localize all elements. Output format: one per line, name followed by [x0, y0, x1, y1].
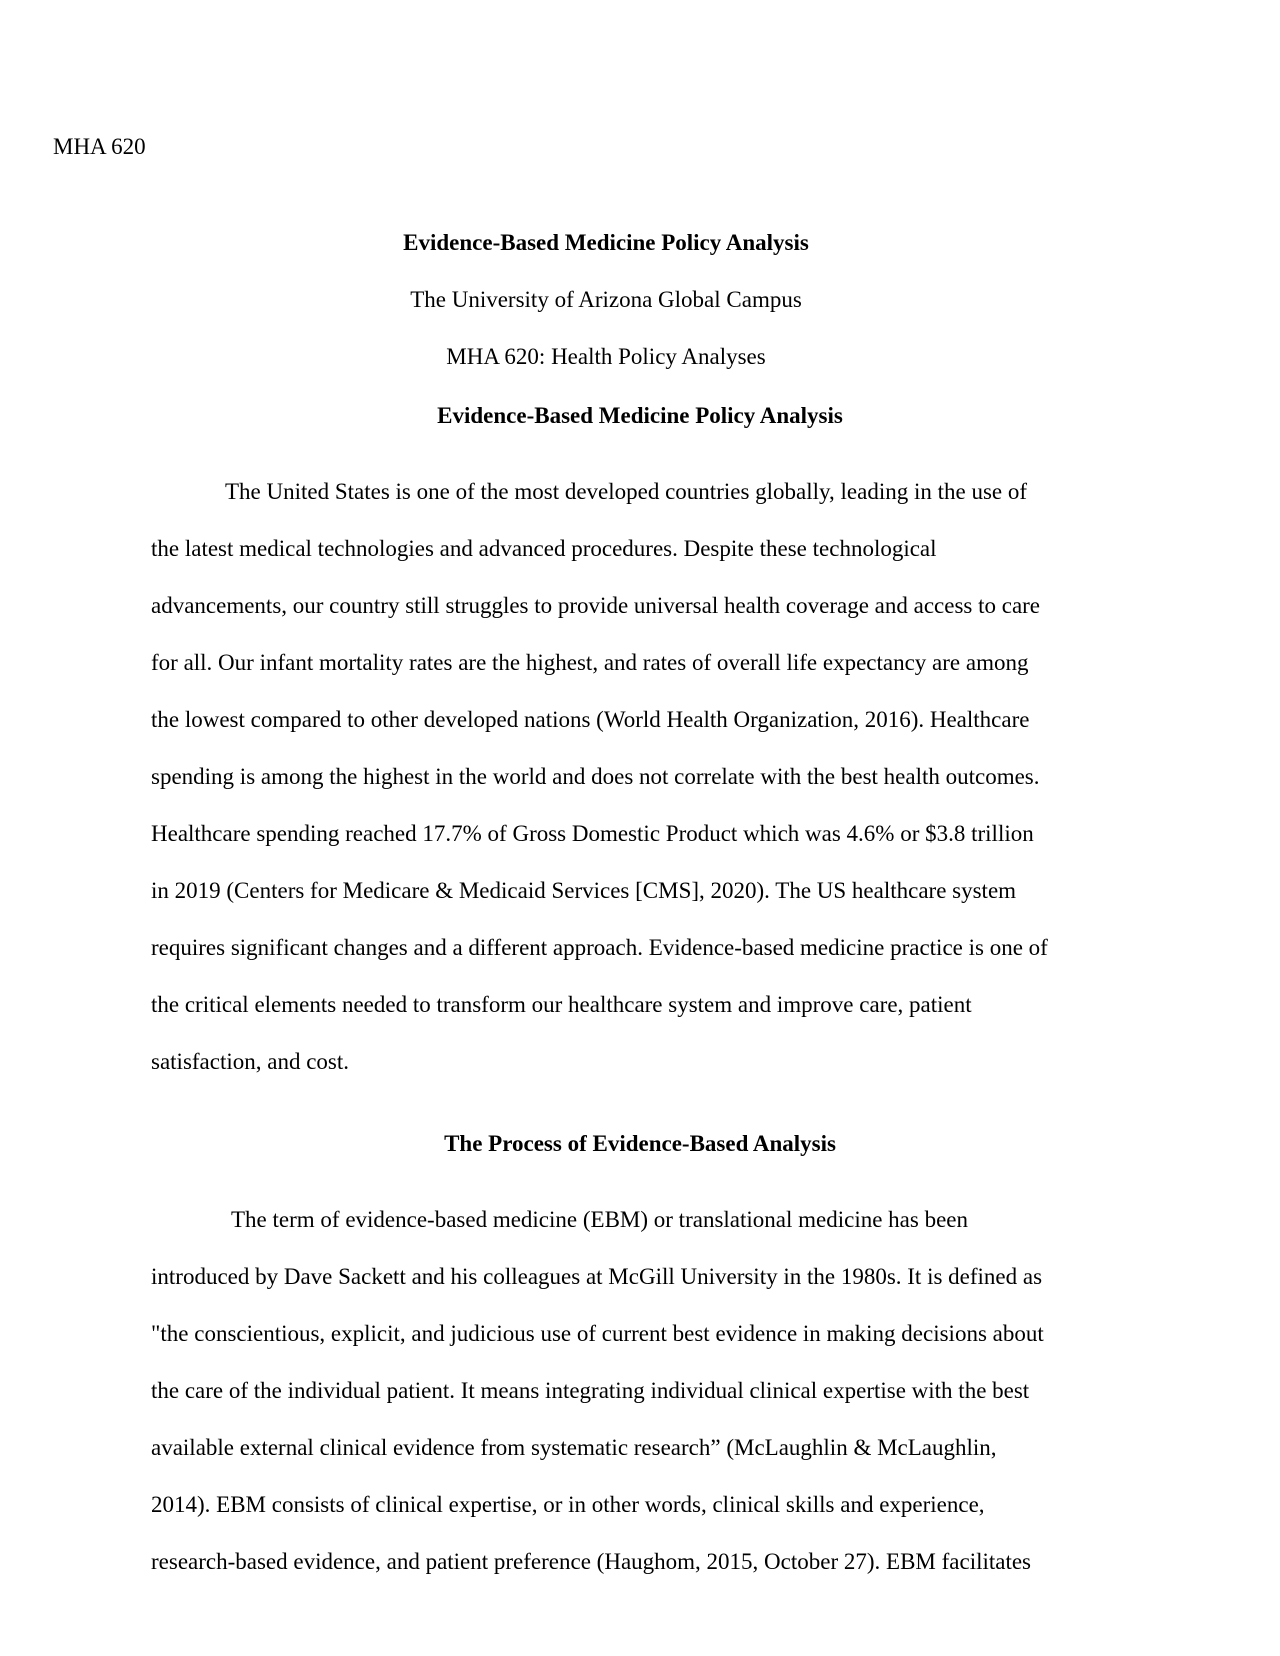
intro-line: The United States is one of the most developed countries globally, leading in the use of: [225, 479, 1028, 504]
intro-line: the critical elements needed to transform our healthcare system and improve care, patient: [151, 992, 972, 1017]
intro-line: in 2019 (Centers for Medicare & Medicaid Services [CMS], 2020). The US healthcare system: [151, 878, 1017, 903]
title-page-title: Evidence-Based Medicine Policy Analysis: [403, 230, 809, 255]
intro-line: spending is among the highest in the world and does not correlate with the best health outcomes.: [151, 764, 1040, 789]
course-name: MHA 620: Health Policy Analyses: [446, 344, 766, 369]
intro-line: satisfaction, and cost.: [151, 1049, 350, 1074]
running-head: MHA 620: [53, 134, 146, 159]
institution-name: The University of Arizona Global Campus: [410, 287, 802, 312]
section-heading: The Process of Evidence-Based Analysis: [444, 1131, 836, 1156]
intro-line: the lowest compared to other developed nations (World Health Organization, 2016). Healthcare: [151, 707, 1030, 732]
process-line: the care of the individual patient. It means integrating individual clinical expertise with the best: [151, 1378, 1030, 1403]
intro-line: Healthcare spending reached 17.7% of Gross Domestic Product which was 4.6% or $3.8 trillion: [151, 821, 1034, 846]
process-line: introduced by Dave Sackett and his colleagues at McGill University in the 1980s. It is defined as: [151, 1264, 1043, 1289]
intro-line: the latest medical technologies and advanced procedures. Despite these technological: [151, 536, 937, 561]
process-line: "the conscientious, explicit, and judicious use of current best evidence in making decisions about: [151, 1321, 1044, 1346]
process-line: The term of evidence-based medicine (EBM) or translational medicine has been: [231, 1207, 968, 1232]
process-line: 2014). EBM consists of clinical expertise, or in other words, clinical skills and experience,: [151, 1492, 985, 1517]
intro-line: requires significant changes and a different approach. Evidence-based medicine practice is one of: [151, 935, 1048, 960]
process-line: research-based evidence, and patient preference (Haughom, 2015, October 27). EBM facilitates: [151, 1549, 1032, 1574]
process-line: available external clinical evidence from systematic research” (McLaughlin & McLaughlin,: [151, 1435, 997, 1460]
body-title: Evidence-Based Medicine Policy Analysis: [437, 403, 843, 428]
intro-line: advancements, our country still struggles to provide universal health coverage and access to care: [151, 593, 1041, 618]
intro-line: for all. Our infant mortality rates are the highest, and rates of overall life expectancy are among: [151, 650, 1029, 675]
